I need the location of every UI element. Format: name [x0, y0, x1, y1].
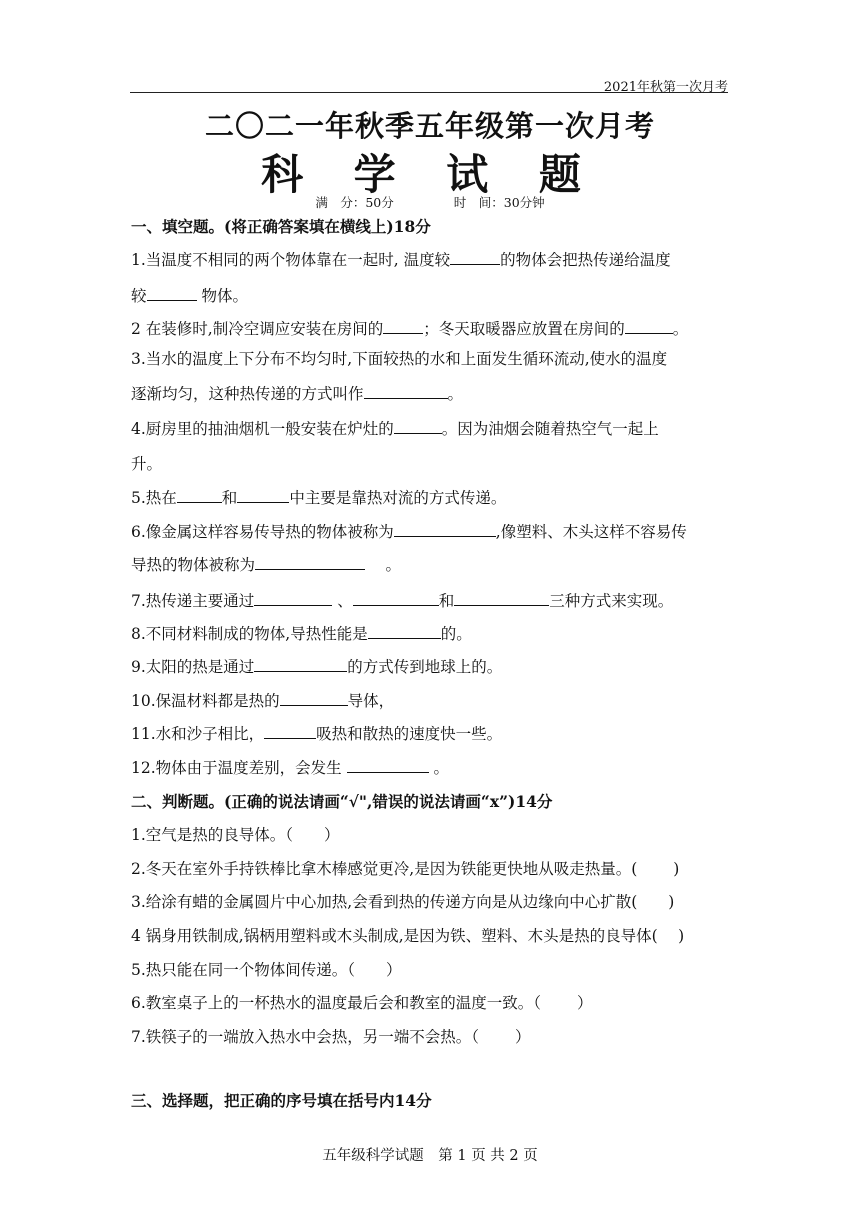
- answer-blank[interactable]: [347, 758, 429, 773]
- judgment-item: 4 锅身用铁制成,锅柄用塑料或木头制成,是因为铁、塑料、木头是热的良导体( ): [131, 927, 685, 945]
- answer-blank[interactable]: [264, 724, 316, 739]
- answer-blank[interactable]: [394, 419, 442, 434]
- answer-blank[interactable]: [454, 591, 549, 606]
- judgment-item: 5.热只能在同一个物体间传递。（ ）: [131, 961, 402, 979]
- exam-meta: [0, 193, 860, 211]
- answer-blank[interactable]: [237, 488, 289, 503]
- judgment-item: 7.铁筷子的一端放入热水中会热，另一端不会热。（ ）: [131, 1028, 531, 1046]
- answer-blank[interactable]: [280, 691, 348, 706]
- question-12: 12.物体由于温度差别，会发生 。: [131, 759, 450, 777]
- answer-blank[interactable]: [147, 286, 197, 301]
- question-3-line-1: 3.当水的温度上下分布不均匀时,下面较热的水和上面发生循环流动,使水的温度: [131, 350, 668, 368]
- question-1-line-2: 较 物体。: [131, 287, 248, 305]
- judgment-item: 6.教室桌子上的一杯热水的温度最后会和教室的温度一致。（ ）: [131, 994, 593, 1012]
- question-5: 5.热在 和 中主要是靠热对流的方式传递。: [131, 489, 507, 507]
- score-info: 满 分：50分: [315, 195, 394, 210]
- section-3-heading: 三、选择题，把正确的序号填在括号内14分: [131, 1091, 432, 1110]
- subject-title: 科 学 试 题: [261, 150, 599, 199]
- answer-blank[interactable]: [254, 591, 332, 606]
- header-rule: [130, 92, 728, 93]
- exam-title: 二〇二一年秋季五年级第一次月考: [204, 109, 655, 143]
- question-4-line-1: 4.厨房里的抽油烟机一般安装在炉灶的 。因为油烟会随着热空气一起上: [131, 420, 659, 438]
- question-10: 10.保温材料都是热的 导体，: [131, 692, 395, 710]
- judgment-item: 2.冬天在室外手持铁棒比拿木棒感觉更冷,是因为铁能更快地从吸走热量。( ): [131, 860, 680, 878]
- question-9: 9.太阳的热是通过 的方式传到地球上的。: [131, 658, 503, 676]
- question-1-line-1: 1.当温度不相同的两个物体靠在一起时, 温度较 的物体会把热传递给温度: [131, 251, 671, 269]
- answer-blank[interactable]: [383, 319, 423, 334]
- question-6-line-1: 6.像金属这样容易传导热的物体被称为 ,像塑料、木头这样不容易传: [131, 523, 687, 541]
- question-7: 7.热传递主要通过 、 和 三种方式来实现。: [131, 592, 674, 610]
- question-8: 8.不同材料制成的物体,导热性能是 的。: [131, 625, 472, 643]
- header-tag: 2021年秋第一次月考: [603, 80, 728, 95]
- question-11: 11.水和沙子相比， 吸热和散热的速度快一些。: [131, 725, 503, 743]
- answer-blank[interactable]: [368, 624, 441, 639]
- answer-blank[interactable]: [450, 250, 500, 265]
- answer-blank[interactable]: [177, 488, 222, 503]
- answer-blank[interactable]: [254, 657, 347, 672]
- question-4-line-2: 升。: [131, 455, 163, 473]
- question-3-line-2: 逐渐均匀，这种热传递的方式叫作 。: [131, 385, 464, 403]
- judgment-item: 1.空气是热的良导体。（ ）: [131, 826, 340, 844]
- section-1-heading: 一、填空题。(将正确答案填在横线上)18分: [131, 217, 431, 236]
- question-6-line-2: 导热的物体被称为 。: [131, 556, 401, 574]
- page-footer: 五年级科学试题 第 1 页 共 2 页: [322, 1148, 538, 1164]
- answer-blank[interactable]: [625, 319, 673, 334]
- answer-blank[interactable]: [353, 591, 439, 606]
- question-2: 2 在装修时,制冷空调应安装在房间的 ；冬天取暖器应放置在房间的 。: [131, 320, 689, 338]
- section-2-heading: 二、判断题。(正确的说法请画“√",错误的说法请画“x”)14分: [131, 792, 553, 811]
- answer-blank[interactable]: [394, 522, 496, 537]
- answer-blank[interactable]: [255, 555, 365, 570]
- time-info: 时 间：30分钟: [453, 195, 545, 210]
- judgment-item: 3.给涂有蜡的金属圆片中心加热,会看到热的传递方向是从边缘向中心扩散( ): [131, 893, 675, 911]
- answer-blank[interactable]: [364, 384, 448, 399]
